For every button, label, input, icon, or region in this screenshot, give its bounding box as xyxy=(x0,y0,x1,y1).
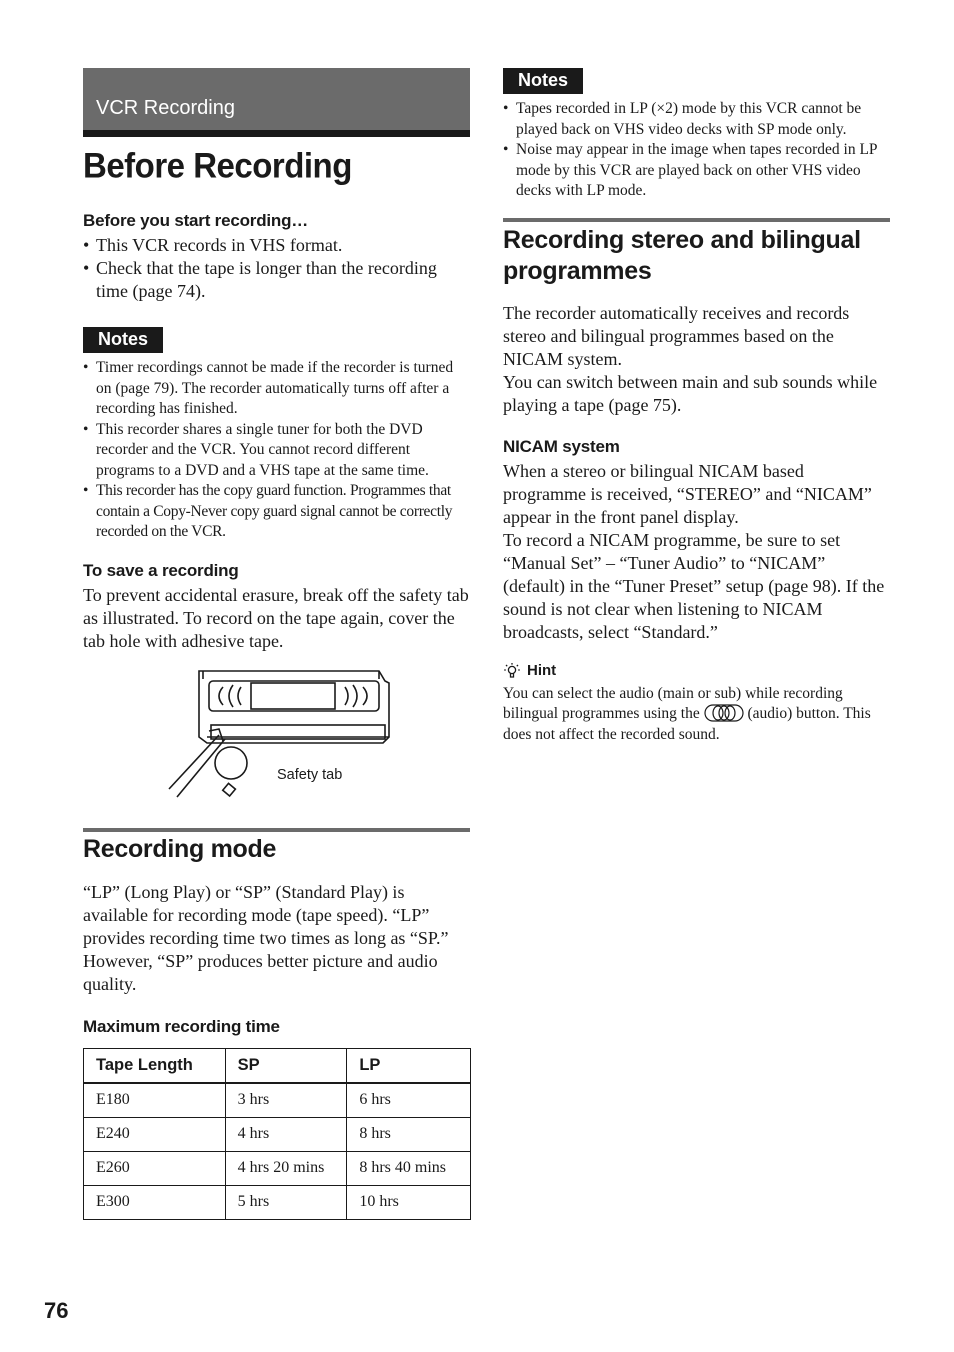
before-start-list xyxy=(83,234,470,303)
max-time-heading: Maximum recording time xyxy=(83,1016,280,1036)
table-row xyxy=(84,1083,471,1118)
hint-header xyxy=(503,662,890,680)
audio-button-icon xyxy=(704,704,744,722)
table-cell: 4 hrs xyxy=(225,1117,347,1151)
before-start-block xyxy=(83,211,470,303)
save-recording-heading: To save a recording xyxy=(83,560,239,580)
table-cell: 3 hrs xyxy=(225,1083,347,1118)
save-recording-text: To prevent accidental erasure, break off the safety tab as illustrated. To record on the tape again, cover the tab hole with adhesive tape. xyxy=(83,584,469,651)
notes-block-left xyxy=(83,327,470,543)
table-cell: E180 xyxy=(84,1083,226,1118)
section-header-title: VCR Recording xyxy=(96,97,235,119)
list-item: • This recorder has the copy guard function. Programmes that contain a Copy-Never copy guard signal cannot be correctly recorded on the VCR. xyxy=(83,481,470,543)
recording-mode-block xyxy=(83,828,470,996)
left-column xyxy=(83,68,470,1220)
hint-text-before: You can select the audio (main or sub) while recording bilingual programmes using the xyxy=(503,684,843,722)
stereo-heading: Recording stereo and bilingual programmes xyxy=(503,225,861,285)
hint-block xyxy=(503,662,890,746)
table-cell: E300 xyxy=(84,1185,226,1219)
list-item: • Check that the tape is longer than the recording time (page 74). xyxy=(83,257,470,303)
lightbulb-icon xyxy=(503,662,521,680)
recording-mode-heading: Recording mode xyxy=(83,834,277,863)
table-cell: E260 xyxy=(84,1151,226,1185)
table-header-row xyxy=(84,1048,471,1083)
notes-label: Notes xyxy=(83,327,163,353)
notes-label: Notes xyxy=(503,68,583,94)
max-time-block xyxy=(83,1017,470,1220)
nicam-paragraph: When a stereo or bilingual NICAM based programme is received, “STEREO” and “NICAM” appear in the front panel display. xyxy=(503,460,872,527)
list-item: • This VCR records in VHS format. xyxy=(83,234,470,257)
list-item: • This recorder shares a single tuner for both the DVD recorder and the VCR. You cannot record different programs to a DVD and a VHS tape at the same time. xyxy=(83,420,470,482)
nicam-heading: NICAM system xyxy=(503,436,620,456)
before-start-heading: Before you start recording… xyxy=(83,211,309,230)
table-header-cell: Tape Length xyxy=(84,1048,226,1083)
recording-mode-text: “LP” (Long Play) or “SP” (Standard Play) is available for recording mode (tape speed). “LP” provides recording time two times as long as “SP.” However, “SP” produces better picture and audio quality. xyxy=(83,881,449,994)
list-item: • Tapes recorded in LP (×2) mode by this VCR cannot be played back on VHS video decks with SP mode only. xyxy=(503,99,890,140)
table-row xyxy=(84,1185,471,1219)
table-header-cell: SP xyxy=(225,1048,347,1083)
hint-text xyxy=(503,684,890,746)
nicam-paragraph: To record a NICAM programme, be sure to set “Manual Set” – “Tuner Audio” to “NICAM” (default) in the “Tuner Preset” setup (page 98). If the sound is not clear when listening to NICAM broadcasts, select “Standard.” xyxy=(503,529,885,642)
vhs-cassette-icon xyxy=(163,667,403,807)
page-number: 76 xyxy=(44,1298,69,1323)
list-item: • Noise may appear in the image when tapes recorded in LP mode by this VCR are played back on other VHS video decks with LP mode. xyxy=(503,140,890,202)
safety-tab-label: Safety tab xyxy=(277,766,343,783)
notes-list-right xyxy=(503,99,890,202)
right-column xyxy=(503,68,890,745)
section-header-bar xyxy=(83,68,470,137)
notes-block-right xyxy=(503,68,890,202)
table-cell: 8 hrs 40 mins xyxy=(347,1151,471,1185)
table-header-cell: LP xyxy=(347,1048,471,1083)
nicam-block xyxy=(503,437,890,644)
notes-list-left xyxy=(83,358,470,543)
hint-label: Hint xyxy=(527,662,557,679)
page-title: Before Recording xyxy=(83,145,352,185)
table-cell: 5 hrs xyxy=(225,1185,347,1219)
stereo-paragraph: The recorder automatically receives and records stereo and bilingual programmes based on the NICAM system. xyxy=(503,302,850,369)
stereo-paragraph: You can switch between main and sub sounds while playing a tape (page 75). xyxy=(503,371,878,415)
table-row xyxy=(84,1117,471,1151)
cassette-illustration xyxy=(83,667,470,807)
table-cell: 6 hrs xyxy=(347,1083,471,1118)
max-time-table xyxy=(83,1048,471,1220)
table-cell: E240 xyxy=(84,1117,226,1151)
table-cell: 10 hrs xyxy=(347,1185,471,1219)
list-item: • Timer recordings cannot be made if the recorder is turned on (page 79). The recorder automatically turns off after a recording has finished. xyxy=(83,358,470,420)
stereo-block xyxy=(503,218,890,417)
table-cell: 4 hrs 20 mins xyxy=(225,1151,347,1185)
hint-text-after: (audio) button. This does not affect the recorded sound. xyxy=(503,705,871,743)
save-recording-block xyxy=(83,561,470,653)
table-row xyxy=(84,1151,471,1185)
table-cell: 8 hrs xyxy=(347,1117,471,1151)
